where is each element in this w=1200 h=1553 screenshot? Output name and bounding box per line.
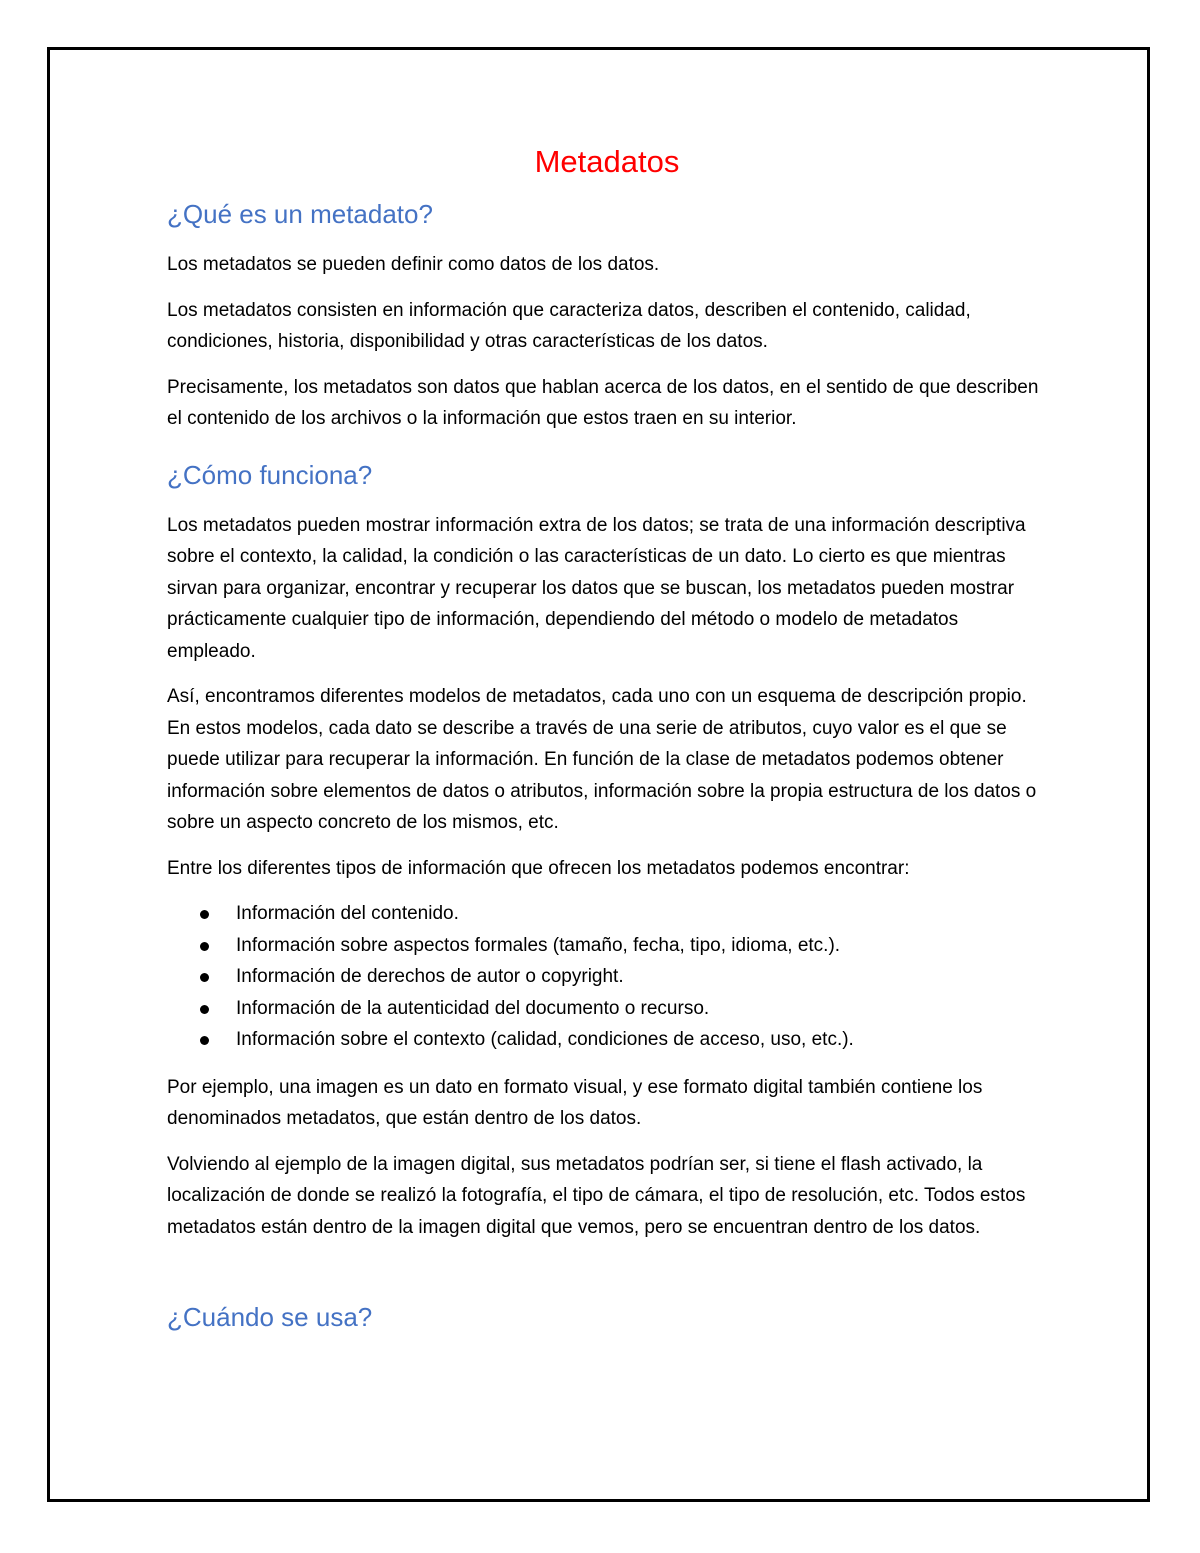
section-heading-como-funciona: ¿Cómo funciona? bbox=[167, 459, 373, 490]
section-heading-que-es: ¿Qué es un metadato? bbox=[167, 199, 433, 229]
bullet-icon bbox=[200, 1036, 209, 1045]
list-item bbox=[167, 961, 1047, 993]
list-item bbox=[167, 993, 1047, 1025]
bullet-icon bbox=[200, 973, 209, 982]
list-item-text: Información sobre aspectos formales (tamaño, fecha, tipo, idioma, etc.). bbox=[236, 934, 841, 956]
document-title: Metadatos bbox=[534, 144, 680, 179]
paragraph: Precisamente, los metadatos son datos que hablan acerca de los datos, en el sentido de que describen el contenido de los archivos o la información que estos traen en su interior. bbox=[167, 376, 1039, 429]
bullet-icon bbox=[200, 942, 209, 951]
list-item bbox=[167, 1024, 1047, 1056]
paragraph: Los metadatos se pueden definir como datos de los datos. bbox=[167, 254, 660, 275]
list-item bbox=[167, 898, 1047, 930]
bullet-icon bbox=[200, 1005, 209, 1014]
paragraph: Los metadatos pueden mostrar información extra de los datos; se trata de una información descriptiva sobre el contexto, la calidad, la condición o las características de un dato. Lo cierto es que mientras sirvan para organizar, encontrar y recuperar los datos que se buscan, los metadatos pueden mostrar prácticamente cualquier tipo de información, dependiendo del método o modelo de metadatos empleado. bbox=[167, 514, 1026, 662]
information-types-list bbox=[167, 898, 1047, 1056]
list-item-text: Información del contenido. bbox=[236, 903, 459, 924]
section-heading-cuando-se-usa: ¿Cuándo se usa? bbox=[167, 1302, 373, 1332]
list-item-text: Información de derechos de autor o copyright. bbox=[236, 966, 624, 987]
paragraph: Los metadatos consisten en información que caracteriza datos, describen el contenido, calidad, condiciones, historia, disponibilidad y otras características de los datos. bbox=[167, 299, 971, 352]
bullet-icon bbox=[200, 910, 209, 919]
list-item-text: Información de la autenticidad del documento o recurso. bbox=[236, 997, 710, 1019]
list-item bbox=[167, 930, 1047, 962]
paragraph: Por ejemplo, una imagen es un dato en formato visual, y ese formato digital también contiene los denominados metadatos, que están dentro de los datos. bbox=[167, 1076, 983, 1129]
paragraph: Entre los diferentes tipos de información que ofrecen los metadatos podemos encontrar: bbox=[167, 857, 910, 879]
list-item-text: Información sobre el contexto (calidad, condiciones de acceso, uso, etc.). bbox=[236, 1029, 854, 1050]
paragraph: Volviendo al ejemplo de la imagen digital, sus metadatos podrían ser, si tiene el flash activado, la localización de donde se realizó la fotografía, el tipo de cámara, el tipo de resolución, etc. Todos estos metadatos están dentro de la imagen digital que vemos, pero se encuentran dentro de los datos. bbox=[167, 1153, 1026, 1238]
paragraph: Así, encontramos diferentes modelos de metadatos, cada uno con un esquema de descripción propio. En estos modelos, cada dato se describe a través de una serie de atributos, cuyo valor es el que se puede utilizar para recuperar la información. En función de la clase de metadatos podemos obtener información sobre elementos de datos o atributos, información sobre la propia estructura de los datos o sobre un aspecto concreto de los mismos, etc. bbox=[167, 686, 1037, 833]
document-body bbox=[167, 140, 1047, 1352]
